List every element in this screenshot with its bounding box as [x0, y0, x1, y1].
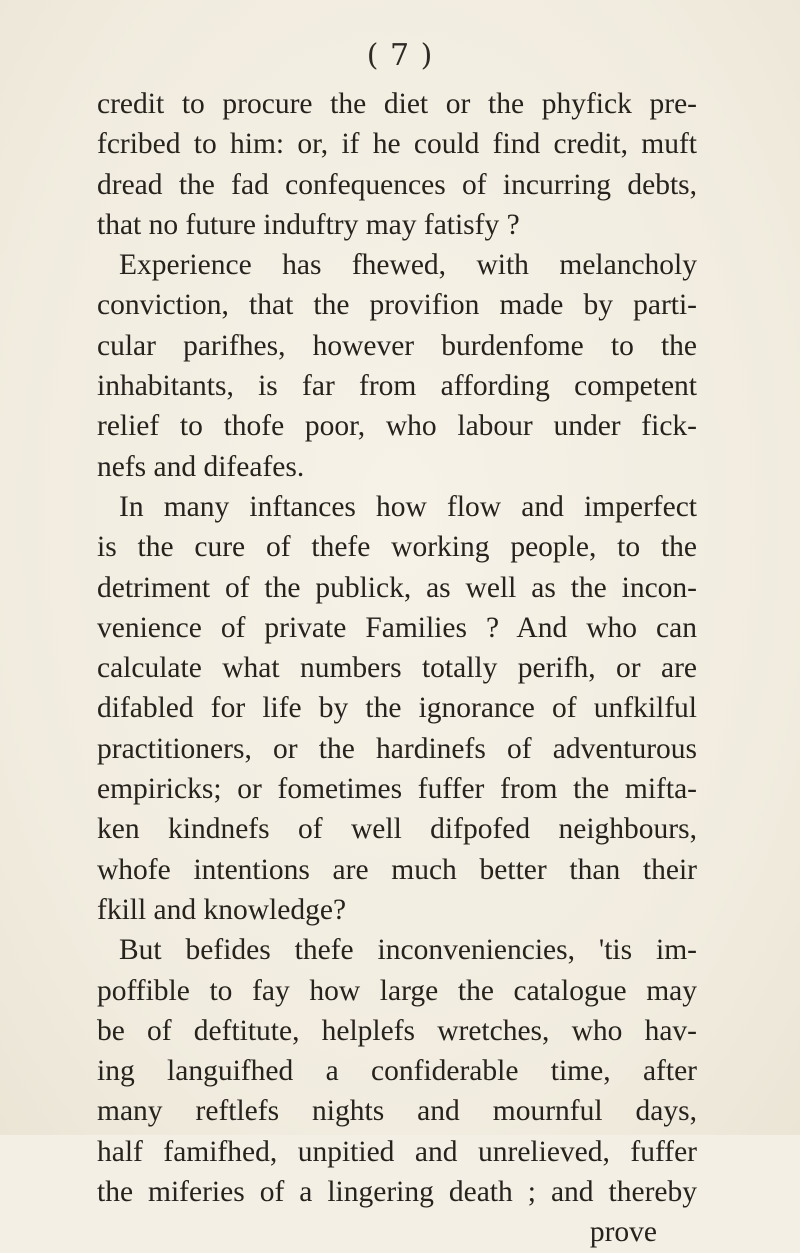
text-line: dread the fad confequences of incurring debts,	[97, 168, 697, 201]
text-line: ing languifhed a confiderable time, after	[97, 1055, 697, 1088]
text-line: But befides thefe inconveniencies, 'tis im-	[119, 934, 697, 967]
text-line: difabled for life by the ignorance of unfkilful	[97, 692, 697, 725]
text-line: credit to procure the diet or the phyfick pre-	[97, 88, 697, 120]
text-line: the miferies of a lingering death ; and thereby	[97, 1176, 697, 1209]
text-line: many reftlefs nights and mournful days,	[97, 1095, 697, 1128]
text-line: nefs and difeafes.	[97, 450, 305, 483]
text-line: poffible to fay how large the catalogue may	[97, 974, 697, 1007]
text-line: relief to thofe poor, who labour under fick-	[97, 410, 697, 443]
text-line: cular parifhes, however burdenfome to the	[97, 329, 697, 362]
text-line: is the cure of thefe working people, to the	[97, 531, 697, 564]
text-line: inhabitants, is far from affording competent	[97, 370, 697, 403]
text-line: half famifhed, unpitied and unrelieved, fuffer	[97, 1135, 697, 1168]
text-line: In many inftances how flow and imperfect	[119, 490, 697, 523]
page-number: ( 7 )	[366, 38, 434, 73]
text-line: that no future induftry may fatisfy ?	[97, 208, 520, 241]
text-line: be of deftitute, helplefs wretches, who hav-	[97, 1014, 697, 1047]
text-line: Experience has fhewed, with melancholy	[119, 249, 697, 282]
text-line: detriment of the publick, as well as the incon-	[97, 571, 697, 604]
text-line: practitioners, or the hardinefs of adventurous	[97, 732, 697, 765]
text-line: calculate what numbers totally perifh, or are	[97, 652, 697, 685]
text-line: fkill and knowledge?	[97, 893, 347, 926]
text-line: ken kindnefs of well difpofed neighbours,	[97, 813, 697, 846]
text-line: fcribed to him: or, if he could find credit, muft	[97, 128, 697, 161]
body-text	[97, 84, 697, 1253]
catchword: prove	[589, 1216, 657, 1249]
text-line: conviction, that the provifion made by parti-	[97, 289, 697, 322]
text-line: venience of private Families ? And who can	[97, 611, 697, 644]
text-line: empiricks; or fometimes fuffer from the mifta-	[97, 773, 697, 806]
text-line: whofe intentions are much better than their	[97, 853, 697, 886]
